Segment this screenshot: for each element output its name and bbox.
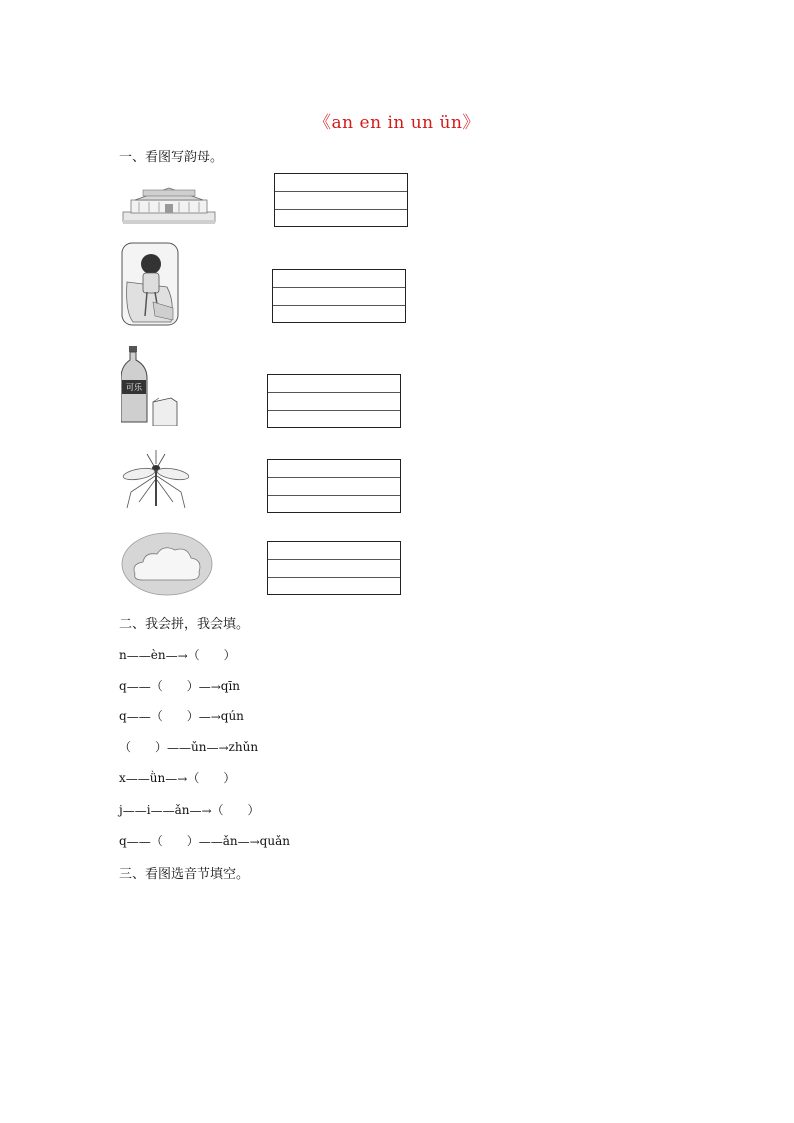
answer-blank[interactable]: （ ） bbox=[150, 709, 199, 723]
syllable: quǎn bbox=[259, 834, 290, 848]
mosquito-picture bbox=[121, 446, 191, 516]
dash-arrow-icon: —— bbox=[150, 803, 175, 818]
pinyin-row-1 bbox=[119, 646, 236, 663]
initial: q bbox=[119, 834, 127, 848]
answer-blank[interactable]: （ ） bbox=[187, 771, 236, 785]
arrow-icon: —→ bbox=[165, 648, 188, 663]
answer-blank[interactable]: （ ） bbox=[187, 648, 236, 662]
final: ǜn bbox=[149, 771, 166, 785]
cola-bottle-picture bbox=[121, 346, 181, 426]
pinyin-row-6 bbox=[119, 801, 260, 818]
initial: x bbox=[119, 771, 126, 785]
syllable: qún bbox=[220, 709, 244, 723]
pinyin-row-7 bbox=[119, 832, 290, 849]
arrow-icon: —→ bbox=[237, 834, 260, 849]
cloud-picture bbox=[121, 532, 213, 596]
arrow-icon: —→ bbox=[206, 740, 229, 755]
dash-arrow-icon: —— bbox=[198, 834, 223, 849]
final: ǎn bbox=[222, 834, 238, 848]
answer-blank[interactable]: （ ） bbox=[119, 740, 168, 754]
tiananmen-picture bbox=[121, 180, 217, 226]
dash-arrow-icon: —— bbox=[125, 771, 150, 786]
dash-arrow-icon: —— bbox=[126, 709, 151, 724]
syllable: zhǔn bbox=[228, 740, 259, 754]
dash-arrow-icon: —— bbox=[126, 834, 151, 849]
initial: q bbox=[119, 709, 127, 723]
answer-blank[interactable]: （ ） bbox=[150, 834, 199, 848]
answer-blank[interactable]: （ ） bbox=[150, 679, 199, 693]
arrow-icon: —→ bbox=[165, 771, 188, 786]
arrow-icon: —→ bbox=[198, 679, 221, 694]
dash-arrow-icon: —— bbox=[126, 648, 151, 663]
pinyin-row-4 bbox=[119, 738, 258, 755]
pinyin-row-3 bbox=[119, 707, 244, 724]
arrow-icon: —→ bbox=[198, 709, 221, 724]
answer-blank[interactable]: （ ） bbox=[211, 803, 260, 817]
final: ǎn bbox=[174, 803, 190, 817]
child-sitting-picture bbox=[121, 242, 179, 326]
dash-arrow-icon: —— bbox=[122, 803, 147, 818]
medial: i bbox=[146, 803, 151, 817]
initial: q bbox=[119, 679, 127, 693]
writing-lines-5[interactable] bbox=[267, 541, 401, 595]
arrow-icon: —→ bbox=[189, 803, 212, 818]
final: èn bbox=[150, 648, 166, 662]
writing-lines-4[interactable] bbox=[267, 459, 401, 513]
section-3-heading: 三、看图选音节填空。 bbox=[119, 867, 250, 882]
writing-lines-2[interactable] bbox=[272, 269, 406, 323]
dash-arrow-icon: —— bbox=[126, 679, 151, 694]
section-2-heading: 二、我会拼，我会填。 bbox=[119, 617, 250, 632]
syllable: qīn bbox=[220, 679, 241, 693]
final: ǔn bbox=[191, 740, 207, 754]
pinyin-row-2 bbox=[119, 677, 240, 694]
dash-arrow-icon: —— bbox=[167, 740, 192, 755]
pinyin-row-5 bbox=[119, 769, 235, 786]
cola-label: 可乐 bbox=[126, 383, 142, 392]
writing-lines-1[interactable] bbox=[274, 173, 408, 227]
initial: j bbox=[119, 803, 123, 817]
page-title: 《an en in un ün》 bbox=[314, 113, 480, 133]
writing-lines-3[interactable] bbox=[267, 374, 401, 428]
initial: n bbox=[119, 648, 127, 662]
section-1-heading: 一、看图写韵母。 bbox=[119, 150, 224, 165]
